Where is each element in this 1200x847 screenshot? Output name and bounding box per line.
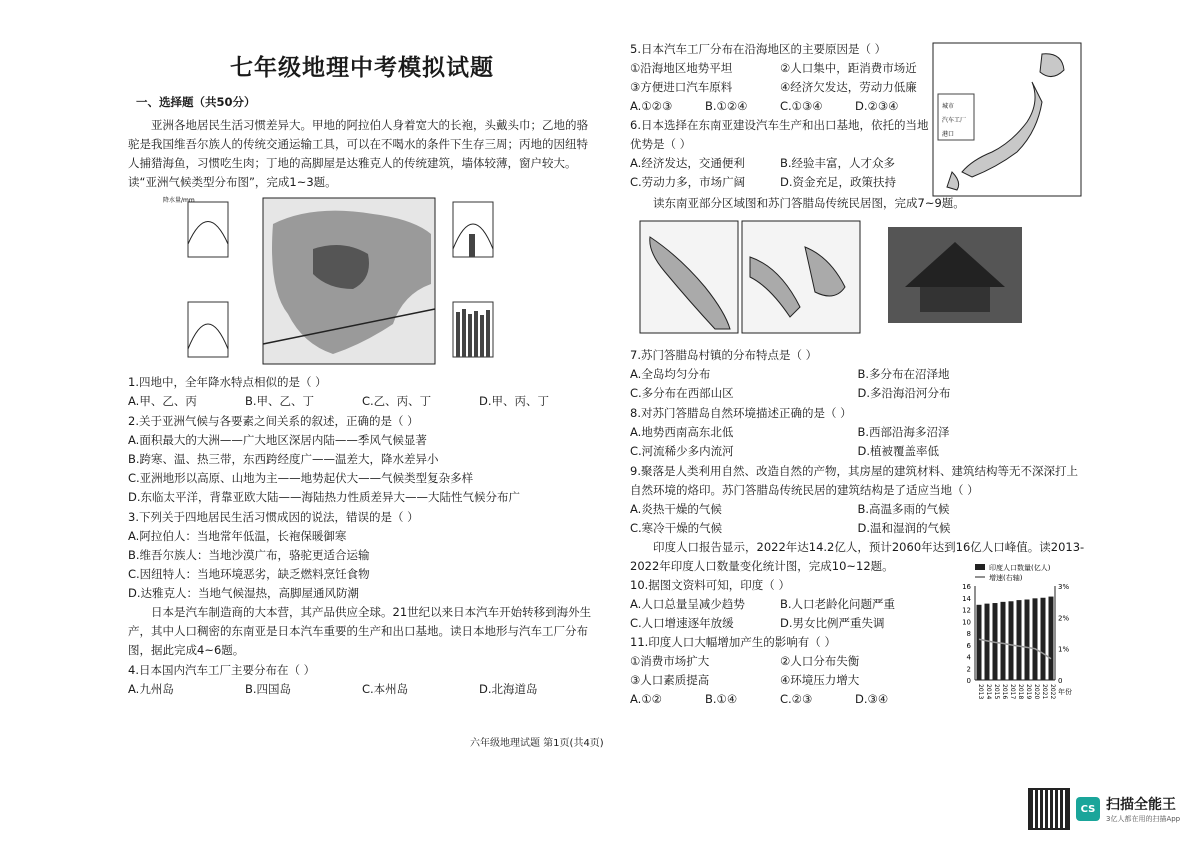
climate-chart-topright [453, 202, 493, 257]
y-tick-label: 10 [962, 618, 971, 627]
passage-india: 印度人口报告显示，2022年达14.2亿人，预计2060年达到16亿人口峰值。读2013-2022年印度人口数量变化统计图，完成10~12题。 [630, 540, 1085, 573]
q6-option-b: B.经验丰富，人才众多 [780, 156, 896, 170]
legend-factory: 汽车工厂 [942, 117, 967, 124]
q11-option-c: C.②③ [780, 692, 813, 706]
q7-option-c: C.多分布在西部山区 [630, 386, 734, 400]
q1-stem: 1.四地中，全年降水特点相似的是（ ） [128, 375, 327, 389]
india-population-bar [1025, 600, 1030, 680]
q9-option-b: B.高温多雨的气候 [857, 502, 950, 516]
q9-option-d: D.温和湿润的气候 [857, 521, 951, 535]
scanner-name: 扫描全能王 [1106, 797, 1176, 813]
q8-option-b: B.西部沿海多沼泽 [857, 425, 950, 439]
scanner-text [1106, 794, 1180, 824]
q11-item-4: ④环境压力增大 [780, 673, 860, 687]
passage-japan: 日本是汽车制造商的大本营，其产品供应全球。21世纪以来日本汽车开始转移到海外生产，其中人口稠密的东南亚是日本汽车重要的生产和出口基地。读日本地形与汽车工厂分布图，据此完成4~6题。 [128, 605, 592, 657]
q1-option-d: D.甲、丙、丁 [479, 394, 550, 408]
question-2 [128, 412, 596, 507]
asia-climate-svg [163, 194, 533, 372]
q11-stem: 11.印度人口大幅增加产生的影响有（ ） [630, 635, 836, 649]
q6-option-d: D.资金充足，政策扶持 [780, 175, 897, 189]
japan-map [932, 42, 1082, 197]
q4-option-d: D.北海道岛 [479, 682, 538, 696]
q11-option-a: A.①② [630, 692, 662, 706]
q11-option-b: B.①④ [705, 692, 738, 706]
sumatra-maps [630, 217, 1070, 339]
cs-badge-icon: CS [1076, 797, 1100, 821]
question-1 [128, 373, 596, 411]
climate-chart-bottomleft [188, 302, 228, 357]
passage-sea: 读东南亚部分区域图和苏门答腊岛传统民居图，完成7~9题。 [653, 196, 965, 210]
q9-option-c: C.寒冷干燥的气候 [630, 521, 723, 535]
x-tick-label: 2022 [1049, 684, 1056, 700]
y2-tick-label: 1% [1058, 645, 1070, 654]
q3-option-d: D.达雅克人：当地气候湿热，高脚屋通风防潮 [128, 586, 360, 600]
y2-tick-label: 3% [1058, 583, 1070, 591]
climate-chart-topleft [163, 196, 228, 257]
legend-port: 港口 [942, 131, 955, 138]
q3-option-c: C.因纽特人：当地环境恶劣，缺乏燃料烹饪食物 [128, 567, 370, 581]
q6-option-a: A.经济发达，交通便利 [630, 156, 745, 170]
y-tick-label: 16 [962, 583, 971, 591]
q8-option-a: A.地势西南高东北低 [630, 425, 734, 439]
q5-option-c: C.①③④ [780, 99, 823, 113]
x-tick-label: 2014 [985, 684, 992, 700]
left-column [128, 40, 596, 699]
question-7 [630, 346, 1085, 403]
q4-option-b: B.四国岛 [245, 682, 292, 696]
page-title: 七年级地理中考模拟试题 [230, 54, 494, 81]
right-column [630, 40, 1085, 709]
q9-option-a: A.炎热干燥的气候 [630, 502, 722, 516]
india-population-bar [1009, 601, 1014, 680]
india-population-bar [1049, 597, 1054, 680]
growth-rate-line [979, 639, 1051, 658]
question-3 [128, 508, 596, 603]
q8-option-d: D.植被覆盖率低 [857, 444, 940, 458]
q1-option-a: A.甲、乙、丙 [128, 394, 197, 408]
q6-option-c: C.劳动力多，市场广阔 [630, 175, 746, 189]
x-tick-label: 2017 [1009, 684, 1016, 700]
y-tick-label: 0 [966, 677, 971, 685]
climate-chart-bottomright [453, 302, 493, 357]
q4-stem: 4.日本国内汽车工厂主要分布在（ ） [128, 663, 316, 677]
qr-code-icon [1028, 788, 1070, 830]
southeast-asia-figures [630, 217, 1085, 345]
q10-stem: 10.据图文资料可知，印度（ ） [630, 578, 790, 592]
india-population-chart [945, 562, 1085, 712]
india-population-bar [1001, 602, 1006, 680]
q8-option-c: C.河流稀少多内流河 [630, 444, 734, 458]
q5-item-3: ③方便进口汽车原料 [630, 80, 733, 94]
question-9 [630, 462, 1085, 538]
question-8 [630, 404, 1085, 461]
legend-label-line: 增速(右轴) [989, 574, 1023, 582]
q1-option-b: B.甲、乙、丁 [245, 394, 315, 408]
x-tick-label: 2020 [1033, 684, 1040, 700]
q11-option-d: D.③④ [855, 692, 889, 706]
x-tick-label: 2013 [977, 684, 984, 700]
q9-stem: 9.聚落是人类利用自然、改造自然的产物，其房屋的建筑材料、建筑结构等无不深深打上自然环境的烙印。苏门答腊岛传统民居的建筑结构是了适应当地（ ） [630, 464, 1078, 497]
q10-q11-block [630, 576, 930, 709]
y-tick-label: 6 [966, 641, 971, 650]
q2-option-a: A.面积最大的大洲——广大地区深居内陆——季风气候显著 [128, 433, 427, 447]
y-tick-label: 4 [966, 653, 971, 662]
section-heading: 一、选择题（共50分） [136, 95, 256, 109]
y2-tick-label: 0 [1058, 677, 1063, 685]
q10-option-c: C.人口增速逐年放缓 [630, 616, 734, 630]
scanner-watermark [1028, 788, 1180, 830]
q11-item-1: ①消费市场扩大 [630, 654, 710, 668]
q5-stem: 5.日本汽车工厂分布在沿海地区的主要原因是（ ） [630, 42, 887, 56]
asia-climate-figure [128, 194, 596, 372]
india-population-bar [1017, 600, 1022, 680]
svg-text:降水量/mm: 降水量/mm [163, 197, 195, 204]
q8-stem: 8.对苏门答腊岛自然环境描述正确的是（ ） [630, 406, 852, 420]
scanner-subtitle: 3亿人都在用的扫描App [1106, 815, 1181, 823]
q3-stem: 3.下列关于四地居民生活习惯成因的说法，错误的是（ ） [128, 510, 419, 524]
q10-option-a: A.人口总量呈减少趋势 [630, 597, 745, 611]
x-tick-label: 2016 [1001, 684, 1008, 700]
page-footer: 六年级地理试题 第1页(共4页) [470, 738, 604, 749]
q4-option-a: A.九州岛 [128, 682, 174, 696]
q2-option-d: D.东临太平洋，背靠亚欧大陆——海陆热力性质差异大——大陆性气候分布广 [128, 490, 521, 504]
y-tick-label: 14 [962, 594, 971, 603]
india-population-bar [977, 605, 982, 680]
q11-item-2: ②人口分布失衡 [780, 654, 860, 668]
y2-tick-label: 2% [1058, 614, 1070, 623]
q6-stem: 6.日本选择在东南亚建设汽车生产和出口基地，依托的当地优势是（ ） [630, 118, 929, 151]
q3-option-b: B.维吾尔族人：当地沙漠广布，骆驼更适合运输 [128, 548, 370, 562]
q11-item-3: ③人口素质提高 [630, 673, 710, 687]
q7-option-b: B.多分布在沼泽地 [857, 367, 950, 381]
question-4 [128, 661, 596, 699]
y-tick-label: 12 [962, 606, 971, 615]
x-tick-label: 2018 [1017, 684, 1024, 700]
legend-swatch-bars [975, 564, 985, 570]
q5-item-2: ②人口集中，距消费市场近 [780, 61, 917, 75]
q10-option-d: D.男女比例严重失调 [780, 616, 885, 630]
india-population-bar [1041, 598, 1046, 680]
india-population-bar [1033, 598, 1038, 680]
q7-stem: 7.苏门答腊岛村镇的分布特点是（ ） [630, 348, 818, 362]
q5-option-d: D.②③④ [855, 99, 899, 113]
q5-option-a: A.①②③ [630, 99, 673, 113]
q5-item-4: ④经济欠发达，劳动力低廉 [780, 80, 917, 94]
q5-item-1: ①沿海地区地势平坦 [630, 61, 733, 75]
legend-city: 城市 [942, 103, 955, 110]
q7-option-a: A.全岛均匀分布 [630, 367, 711, 381]
y-tick-label: 8 [966, 630, 971, 638]
q4-option-c: C.本州岛 [362, 682, 409, 696]
legend-label-bars: 印度人口数量(亿人) [989, 564, 1051, 572]
q2-option-c: C.亚洲地形以高原、山地为主——地势起伏大——气候类型复杂多样 [128, 471, 474, 485]
x-tick-label: 2021 [1041, 684, 1048, 700]
q2-stem: 2.关于亚洲气候与各要素之间关系的叙述，正确的是（ ） [128, 414, 419, 428]
q1-option-c: C.乙、丙、丁 [362, 394, 432, 408]
x-tick-label: 2015 [993, 684, 1000, 700]
x-tick-label: 2019 [1025, 684, 1032, 700]
q2-option-b: B.跨寒、温、热三带，东西跨经度广——温差大，降水差异小 [128, 452, 439, 466]
q3-option-a: A.阿拉伯人：当地常年低温，长袍保暖御寒 [128, 529, 347, 543]
q10-option-b: B.人口老龄化问题严重 [780, 597, 896, 611]
y-tick-label: 2 [966, 665, 971, 674]
q7-option-d: D.多沿海沿河分布 [857, 386, 951, 400]
x-axis-label: 年份 [1058, 688, 1072, 696]
q5-option-b: B.①②④ [705, 99, 748, 113]
q5-block [630, 40, 930, 192]
passage-asia: 亚洲各地居民生活习惯差异大。甲地的阿拉伯人身着宽大的长袍，头戴头巾；乙地的骆驼是我国维吾尔族人的传统交通运输工具，可以在不喝水的条件下生存三周；丙地的因纽特人捕猎海鱼，习惯吃生肉；丁地的高脚屋是达雅克人的传统建筑，墙体较薄，窗户较大。读“亚洲气候类型分布图”，完成1~3题。 [128, 118, 588, 189]
